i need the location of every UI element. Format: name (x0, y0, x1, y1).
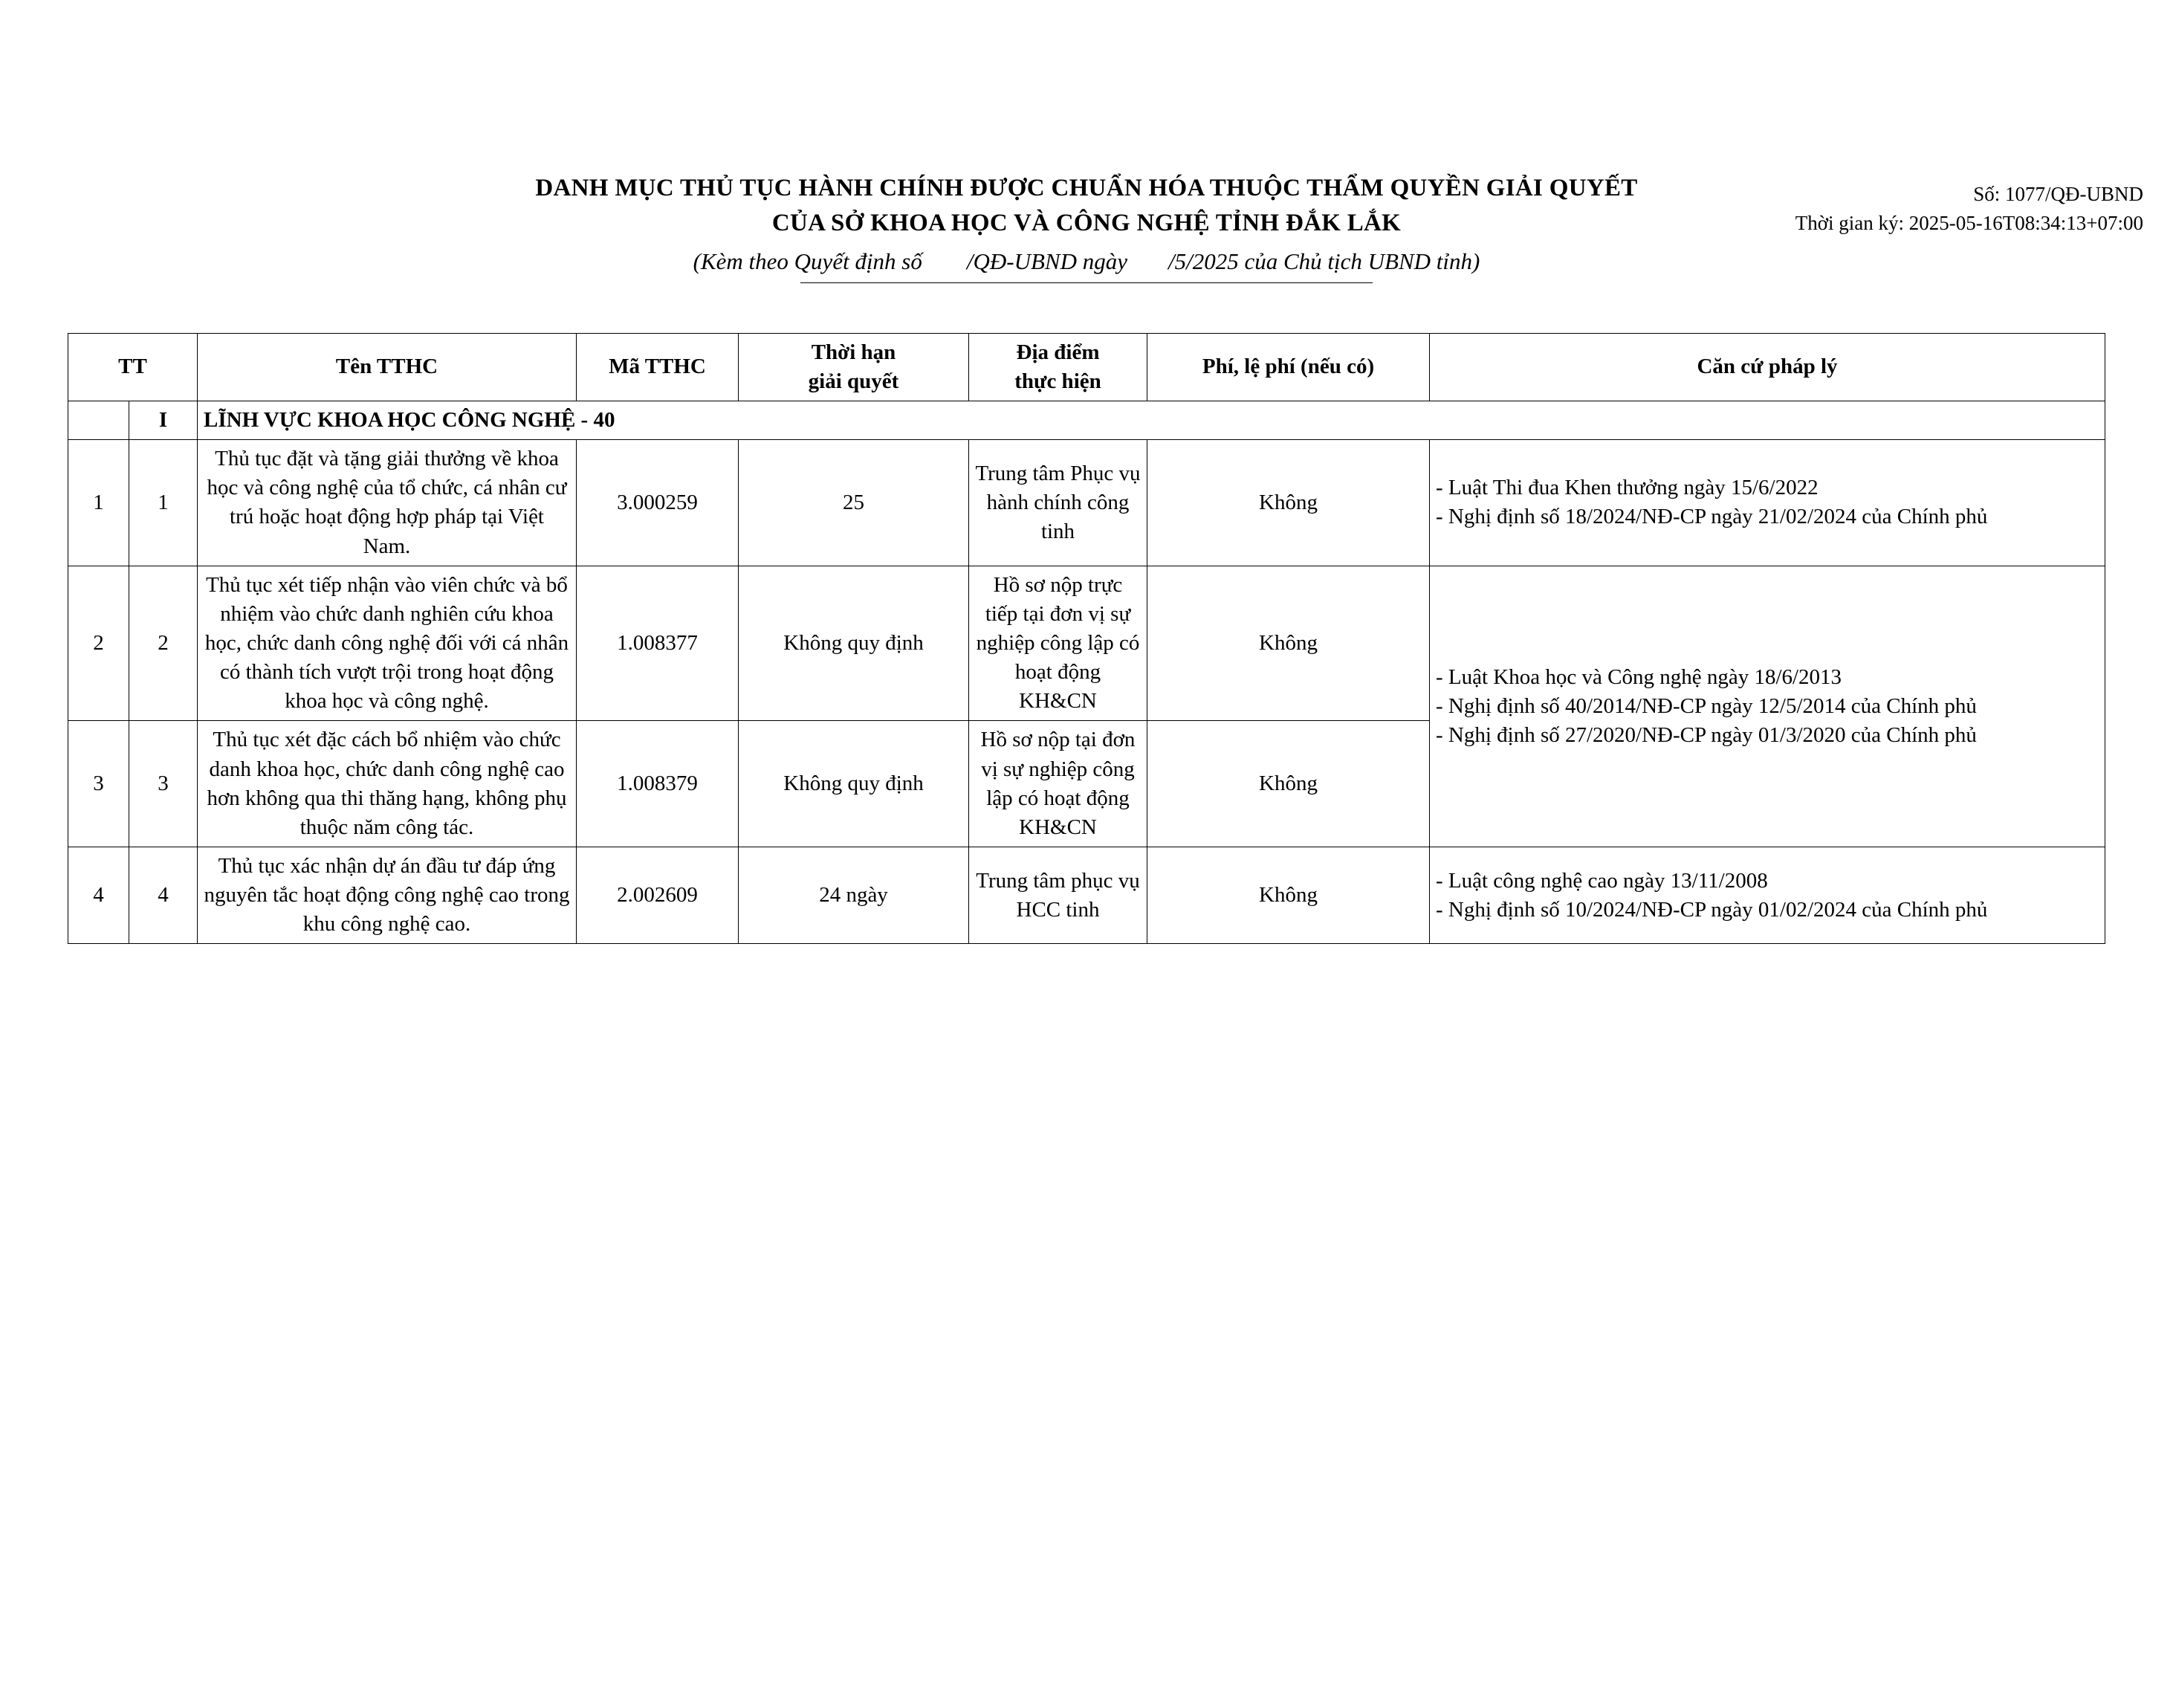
column-header-legal: Căn cứ pháp lý (1430, 333, 2105, 401)
row-tt1: 4 (68, 847, 129, 943)
row-legal (1430, 566, 2105, 847)
row-tt1: 3 (68, 721, 129, 847)
row-code: 2.002609 (577, 847, 739, 943)
row-place: Trung tâm phục vụ HCC tinh (969, 847, 1147, 943)
row-legal (1430, 440, 2105, 566)
row-tt2: 1 (129, 440, 198, 566)
legal-item: - Nghị định số 18/2024/NĐ-CP ngày 21/02/2024 của Chính phủ (1436, 505, 1988, 529)
row-code: 3.000259 (577, 440, 739, 566)
document-sign-time: Thời gian ký: 2025-05-16T08:34:13+07:00 (1795, 212, 2143, 235)
subtitle-mid: /QĐ-UBND ngày (966, 248, 1127, 274)
row-deadline: 25 (739, 440, 969, 566)
page-subtitle (693, 248, 1480, 275)
column-header-place (969, 333, 1147, 401)
row-code: 1.008377 (577, 566, 739, 721)
legal-item: - Nghị định số 40/2014/NĐ-CP ngày 12/5/2014 của Chính phủ (1436, 693, 1977, 718)
table-header-row (68, 333, 2105, 401)
row-tt2: 3 (129, 721, 198, 847)
row-fee: Không (1147, 721, 1430, 847)
procedures-table (68, 333, 2105, 945)
row-name: Thủ tục xét đặc cách bổ nhiệm vào chức danh khoa học, chức danh công nghệ cao hơn không qua thi thăng hạng, không phụ thuộc năm công tác. (198, 721, 577, 847)
row-place: Hồ sơ nộp trực tiếp tại đơn vị sự nghiệp công lập có hoạt động KH&CN (969, 566, 1147, 721)
row-place: Hồ sơ nộp tại đơn vị sự nghiệp công lập có hoạt động KH&CN (969, 721, 1147, 847)
section-row (68, 401, 2105, 440)
section-numeral: I (129, 401, 198, 440)
column-header-name: Tên TTHC (198, 333, 577, 401)
column-header-tt: TT (68, 333, 198, 401)
row-deadline: Không quy định (739, 721, 969, 847)
table-row (68, 847, 2105, 943)
page-title-line1: DANH MỤC THỦ TỤC HÀNH CHÍNH ĐƯỢC CHUẨN HÓA THUỘC THẨM QUYỀN GIẢI QUYẾT (535, 175, 1638, 201)
row-tt2: 4 (129, 847, 198, 943)
page-title-line2: CỦA SỞ KHOA HỌC VÀ CÔNG NGHỆ TỈNH ĐẮK LẮK (771, 209, 1402, 236)
column-header-deadline-line1: Thời hạn (811, 340, 896, 364)
column-header-code: Mã TTHC (577, 333, 739, 401)
column-header-place-line2: thực hiện (1014, 369, 1101, 393)
row-code: 1.008379 (577, 721, 739, 847)
subtitle-underline (800, 282, 1373, 283)
row-name: Thủ tục xác nhận dự án đầu tư đáp ứng nguyên tắc hoạt động công nghệ cao trong khu công nghệ cao. (198, 847, 577, 943)
document-page (0, 171, 2173, 1708)
column-header-deadline (739, 333, 969, 401)
subtitle-inner (693, 248, 1480, 275)
table-row (68, 440, 2105, 566)
document-number: Số: 1077/QĐ-UBND (1973, 183, 2143, 205)
legal-item: - Luật Thi đua Khen thưởng ngày 15/6/2022 (1436, 476, 1819, 500)
column-header-deadline-line2: giải quyết (808, 369, 899, 393)
row-place: Trung tâm Phục vụ hành chính công tinh (969, 440, 1147, 566)
row-tt1: 2 (68, 566, 129, 721)
row-legal (1430, 847, 2105, 943)
row-deadline: Không quy định (739, 566, 969, 721)
row-name: Thủ tục đặt và tặng giải thưởng về khoa học và công nghệ của tổ chức, cá nhân cư trú hoặc hoạt động hợp pháp tại Việt Nam. (198, 440, 577, 566)
row-name: Thủ tục xét tiếp nhận vào viên chức và bổ nhiệm vào chức danh nghiên cứu khoa học, chức danh công nghệ đối với cá nhân có thành tích vượt trội trong hoạt động khoa học và công nghệ. (198, 566, 577, 721)
row-tt2: 2 (129, 566, 198, 721)
row-deadline: 24 ngày (739, 847, 969, 943)
document-signature-meta (1795, 180, 2143, 238)
section-numeral-blank (68, 401, 129, 440)
subtitle-suffix: /5/2025 của Chủ tịch UBND tỉnh) (1168, 248, 1480, 274)
row-tt1: 1 (68, 440, 129, 566)
legal-item: - Luật Khoa học và Công nghệ ngày 18/6/2013 (1436, 664, 1842, 689)
row-fee: Không (1147, 440, 1430, 566)
table-row (68, 566, 2105, 721)
legal-item: - Nghị định số 27/2020/NĐ-CP ngày 01/3/2020 của Chính phủ (1436, 722, 1977, 747)
column-header-fee: Phí, lệ phí (nếu có) (1147, 333, 1430, 401)
row-fee: Không (1147, 847, 1430, 943)
legal-item: - Nghị định số 10/2024/NĐ-CP ngày 01/02/2024 của Chính phủ (1436, 897, 1988, 922)
section-title: LĨNH VỰC KHOA HỌC CÔNG NGHỆ - 40 (198, 401, 2105, 440)
row-fee: Không (1147, 566, 1430, 721)
legal-item: - Luật công nghệ cao ngày 13/11/2008 (1436, 868, 1768, 893)
subtitle-prefix: (Kèm theo Quyết định số (693, 248, 922, 274)
column-header-place-line1: Địa điểm (1016, 340, 1100, 364)
